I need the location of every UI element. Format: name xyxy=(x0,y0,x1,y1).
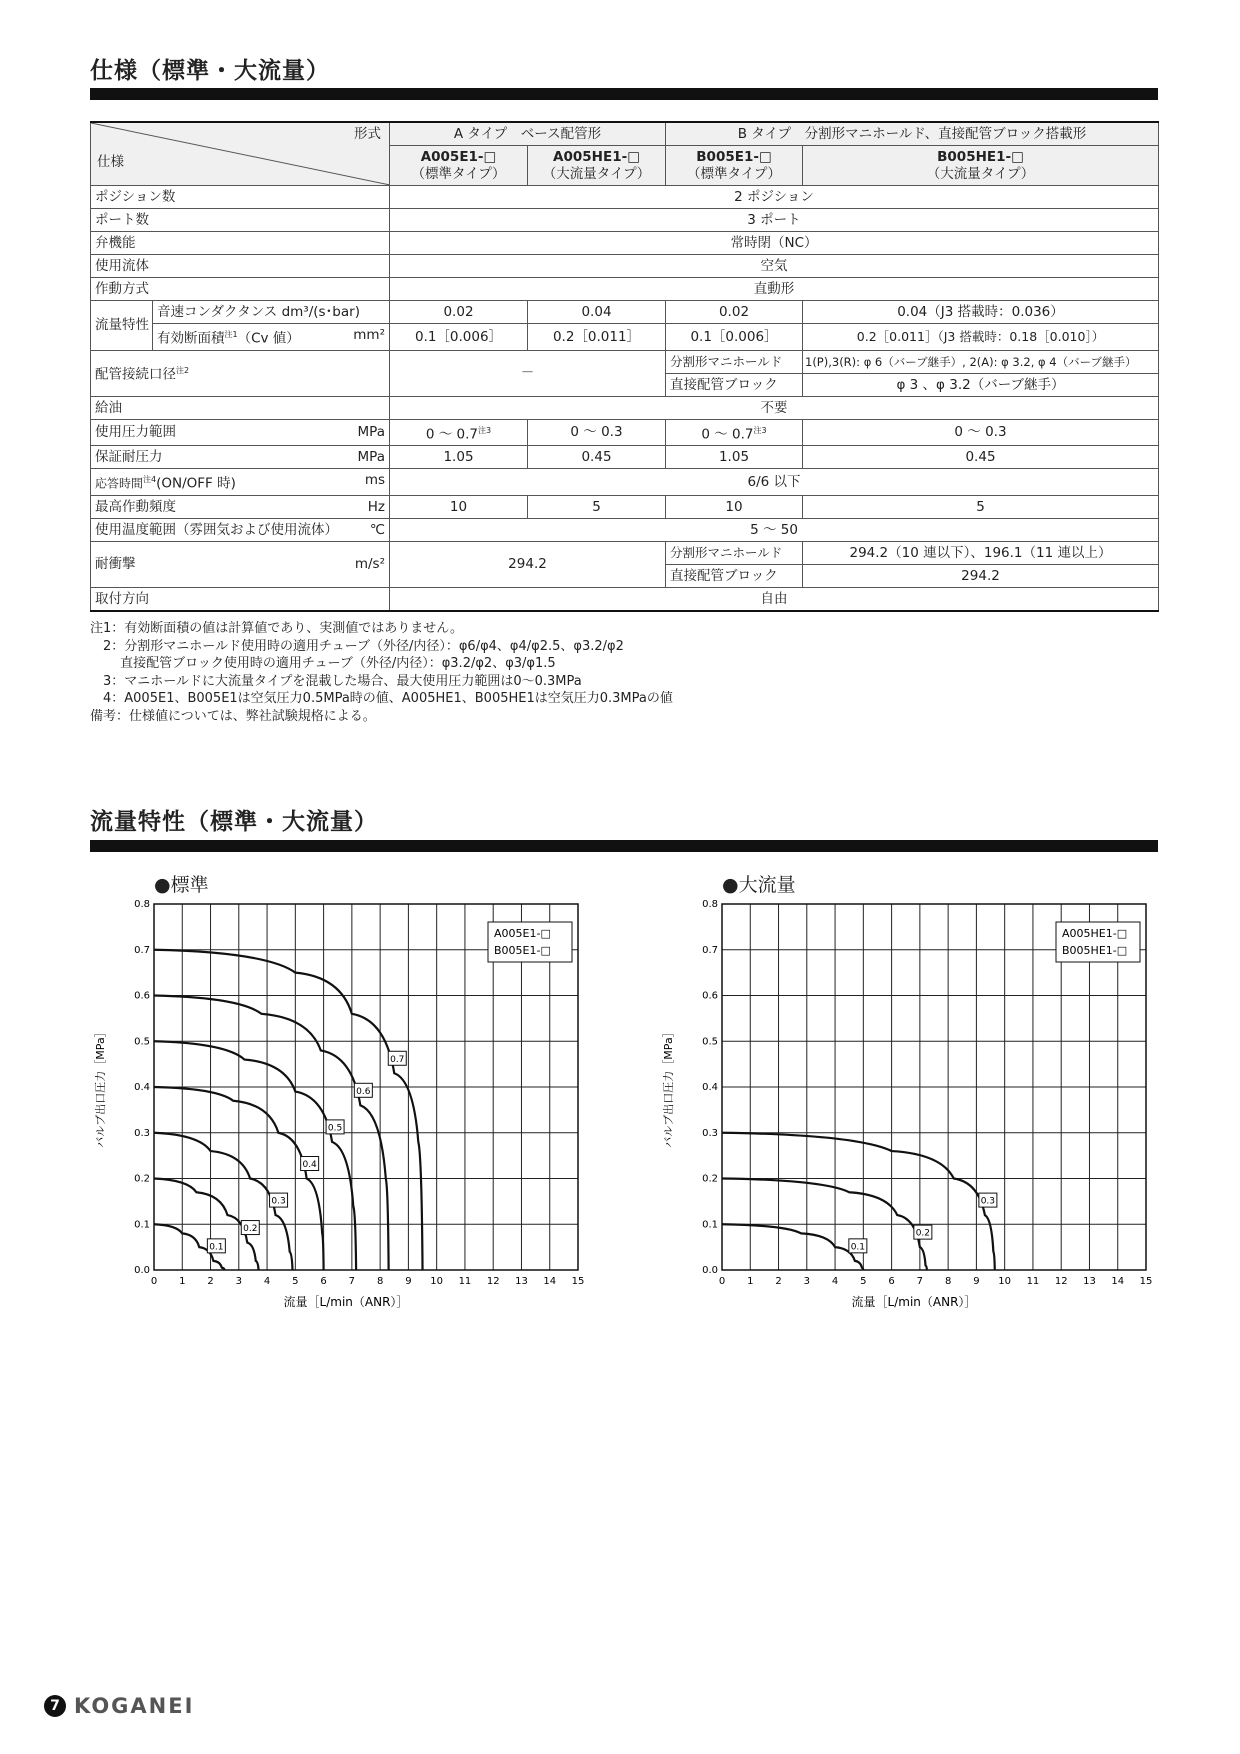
temperature-label: 使用温度範囲（雰囲気および使用流体） xyxy=(95,521,338,538)
notes xyxy=(90,620,673,725)
x-tick-label: 5 xyxy=(292,1276,299,1287)
header-type-b: B タイプ 分割形マニホールド、直接配管ブロック搭載形 xyxy=(666,122,1159,146)
manifold-value: 294.2（10 連以下）、196.1（11 連以上） xyxy=(803,541,1159,564)
y-tick-label: 0.0 xyxy=(134,1265,150,1276)
row-value: 0.45 xyxy=(803,446,1159,469)
unit: Hz xyxy=(367,498,385,515)
row-label: 弁機能 xyxy=(91,232,390,255)
row-value: 自由 xyxy=(390,587,1159,611)
row-label xyxy=(91,518,390,541)
value: 0 ～ 0.7 xyxy=(701,426,754,442)
row-value: 0.02 xyxy=(390,301,528,324)
y-tick-label: 0.7 xyxy=(134,944,150,956)
row-value: 0.2［0.011］（J3 搭載時：0.18［0.010］） xyxy=(803,324,1159,351)
series-label: 0.6 xyxy=(356,1086,371,1097)
response-label: 応答時間 xyxy=(95,476,144,491)
note: 注3 xyxy=(753,425,767,435)
x-tick-label: 7 xyxy=(916,1276,924,1287)
block-label: 直接配管ブロック xyxy=(666,373,803,396)
x-tick-label: 15 xyxy=(1139,1276,1153,1287)
series-label: 0.1 xyxy=(209,1242,224,1253)
row-label xyxy=(91,446,390,469)
row-flow-area xyxy=(91,324,1159,351)
series-label: 0.4 xyxy=(302,1160,317,1170)
row-value: 0.1［0.006］ xyxy=(390,324,528,351)
proof-pressure-label: 保証耐圧力 xyxy=(95,449,163,465)
x-tick-label: 14 xyxy=(543,1276,557,1287)
manifold-label: 分割形マニホールド xyxy=(666,350,803,373)
x-tick-label: 11 xyxy=(1026,1276,1040,1287)
model-name: B005HE1-□ xyxy=(937,148,1024,165)
y-tick-label: 0.0 xyxy=(702,1265,718,1276)
shock-label: 耐衝撃 xyxy=(95,556,136,572)
model-name: A005HE1-□ xyxy=(553,148,640,165)
row-label: ポジション数 xyxy=(91,186,390,209)
block-label: 直接配管ブロック xyxy=(666,564,803,587)
y-axis-label: バルブ出口圧力［MPa］ xyxy=(94,1026,107,1148)
manifold-label: 分割形マニホールド xyxy=(666,541,803,564)
page-number: 7 xyxy=(44,1695,66,1717)
x-tick-label: 6 xyxy=(320,1276,327,1287)
unit: m/s² xyxy=(354,556,385,572)
x-tick-label: 13 xyxy=(515,1276,528,1287)
x-axis-label: 流量［L/min（ANR）］ xyxy=(283,1295,409,1309)
x-tick-label: 4 xyxy=(831,1276,839,1287)
series-label: 0.5 xyxy=(327,1123,343,1134)
flow-section-title: 流量特性（標準・大流量） xyxy=(90,809,378,835)
response-note: 注4 xyxy=(143,475,157,484)
x-tick-label: 0 xyxy=(718,1276,726,1287)
unit: MPa xyxy=(357,424,385,441)
row-operation xyxy=(91,278,1159,301)
block-value: φ 3 、φ 3.2（バーブ継手） xyxy=(803,373,1159,396)
row-proof-pressure xyxy=(91,446,1159,469)
row-value: 5 xyxy=(528,495,666,518)
x-tick-label: 11 xyxy=(458,1276,472,1287)
x-tick-label: 1 xyxy=(747,1276,754,1287)
y-tick-label: 0.6 xyxy=(702,990,718,1002)
row-value: 0.2［0.011］ xyxy=(528,324,666,351)
note-line: 3：マニホールドに大流量タイプを混載した場合、最大使用圧力範囲は0～0.3MPa xyxy=(90,673,582,689)
row-mounting xyxy=(91,587,1159,611)
note-line: 4：A005E1、B005E1は空気圧力0.5MPa時の値、A005HE1、B005HE1は空気圧力0.3MPaの値 xyxy=(90,691,673,706)
x-tick-label: 5 xyxy=(860,1276,867,1287)
note: 注3 xyxy=(478,425,492,435)
x-tick-label: 9 xyxy=(405,1276,412,1287)
x-tick-label: 10 xyxy=(998,1276,1012,1287)
row-label: 流量特性 xyxy=(91,301,153,351)
row-value: 直動形 xyxy=(390,278,1159,301)
row-label xyxy=(91,469,390,496)
flow-section-bar xyxy=(90,840,1158,852)
y-tick-label: 0.2 xyxy=(134,1173,150,1185)
y-tick-label: 0.1 xyxy=(134,1219,150,1231)
spec-section-title: 仕様（標準・大流量） xyxy=(90,58,330,84)
row-temperature xyxy=(91,518,1159,541)
model-name: A005E1-□ xyxy=(420,148,497,165)
x-tick-label: 7 xyxy=(348,1276,356,1287)
y-axis-label: バルブ出口圧力［MPa］ xyxy=(662,1026,675,1148)
y-tick-label: 0.3 xyxy=(134,1127,150,1139)
row-position xyxy=(91,186,1159,209)
x-tick-label: 1 xyxy=(179,1276,186,1287)
y-tick-label: 0.8 xyxy=(134,899,150,910)
x-tick-label: 3 xyxy=(803,1276,810,1287)
x-tick-label: 8 xyxy=(376,1276,384,1287)
model-name: B005E1-□ xyxy=(696,148,772,165)
row-value: 5 xyxy=(803,495,1159,518)
note-line: 備考：仕様値については、弊社試験規格による。 xyxy=(90,708,376,724)
header-keishiki: 形式 xyxy=(354,126,381,142)
x-tick-label: 10 xyxy=(430,1276,444,1287)
row-value: 常時閉（NC） xyxy=(390,232,1159,255)
legend-entry: B005HE1-□ xyxy=(1062,944,1128,957)
piping-note: 注2 xyxy=(176,366,190,376)
plot-area xyxy=(93,899,584,1309)
row-value: 0.04 xyxy=(528,301,666,324)
chart-title-standard: ●標準 xyxy=(154,874,209,896)
row-label: ポート数 xyxy=(91,209,390,232)
header-type-a: A タイプ ベース配管形 xyxy=(390,122,666,146)
response-label2: (ON/OFF 時) xyxy=(156,475,236,492)
row-port xyxy=(91,209,1159,232)
x-tick-label: 2 xyxy=(207,1276,214,1287)
series-line xyxy=(722,1224,866,1270)
model-sub: （標準タイプ） xyxy=(411,165,506,182)
unit: ms xyxy=(364,472,385,488)
diagonal-line xyxy=(91,123,390,185)
row-value: 0 ～ 0.3 xyxy=(528,419,666,446)
frequency-label: 最高作動頻度 xyxy=(95,498,176,515)
plot-area xyxy=(661,899,1152,1309)
x-tick-label: 12 xyxy=(486,1276,500,1287)
y-tick-label: 0.5 xyxy=(702,1036,718,1048)
x-tick-label: 0 xyxy=(150,1276,158,1287)
row-label: 使用流体 xyxy=(91,255,390,278)
model-cell xyxy=(666,146,803,186)
model-sub: （標準タイプ） xyxy=(687,165,781,182)
y-tick-label: 0.6 xyxy=(134,990,150,1002)
note-line: 2：分割形マニホールド使用時の適用チューブ（外径/内径）：φ6/φ4、φ4/φ2.5、φ3.2/φ2 xyxy=(90,638,624,654)
model-cell xyxy=(390,146,528,186)
area-unit: mm² xyxy=(353,327,385,343)
x-tick-label: 13 xyxy=(1083,1276,1096,1287)
row-value: 0.02 xyxy=(666,301,803,324)
model-cell xyxy=(803,146,1159,186)
note-line: 直接配管ブロック使用時の適用チューブ（外径/内径）：φ3.2/φ2、φ3/φ1.5 xyxy=(90,656,556,671)
series-label: 0.2 xyxy=(915,1228,931,1239)
row-response xyxy=(91,469,1159,496)
block-value: 294.2 xyxy=(803,564,1159,587)
y-tick-label: 0.4 xyxy=(134,1082,150,1093)
x-tick-label: 4 xyxy=(263,1276,271,1287)
row-label xyxy=(91,541,390,587)
row-value: 0.1［0.006］ xyxy=(666,324,803,351)
x-tick-label: 2 xyxy=(775,1276,782,1287)
legend-entry: A005E1-□ xyxy=(494,927,551,940)
row-value: 3 ポート xyxy=(390,209,1159,232)
header-shiyou: 仕様 xyxy=(97,154,124,170)
row-value: 10 xyxy=(666,495,803,518)
series-label: 0.3 xyxy=(271,1196,286,1207)
footer-logo xyxy=(44,1694,194,1718)
model-sub: （大流量タイプ） xyxy=(542,165,651,182)
row-label: 給油 xyxy=(91,396,390,419)
x-tick-label: 6 xyxy=(888,1276,895,1287)
area-label-cell xyxy=(153,324,390,351)
area-note: 注1 xyxy=(224,330,238,339)
unit: MPa xyxy=(357,449,385,465)
row-value: 不要 xyxy=(390,396,1159,419)
row-value: 0.04（J3 搭載時：0.036） xyxy=(803,301,1159,324)
chart-standard xyxy=(90,890,600,1320)
series-label: 0.1 xyxy=(850,1242,866,1253)
y-tick-label: 0.1 xyxy=(702,1219,718,1231)
row-value: 1.05 xyxy=(390,446,528,469)
y-tick-label: 0.3 xyxy=(702,1127,718,1139)
row-piping-manifold xyxy=(91,350,1159,373)
row-fluid xyxy=(91,255,1159,278)
row-flow-conductance xyxy=(91,301,1159,324)
row-value: － xyxy=(390,350,666,396)
series-label: 0.7 xyxy=(390,1054,405,1065)
area-label: 有効断面積 xyxy=(157,330,225,347)
spec-table xyxy=(90,121,1159,612)
row-value: 6/6 以下 xyxy=(390,469,1159,496)
series-label: 0.3 xyxy=(980,1196,996,1207)
unit: ℃ xyxy=(369,521,385,538)
row-lubrication xyxy=(91,396,1159,419)
y-tick-label: 0.7 xyxy=(702,944,718,956)
header-diagonal-cell xyxy=(91,122,390,186)
row-value: 空気 xyxy=(390,255,1159,278)
y-tick-label: 0.8 xyxy=(702,899,718,910)
x-tick-label: 14 xyxy=(1111,1276,1125,1287)
row-label: 作動方式 xyxy=(91,278,390,301)
row-shock-manifold xyxy=(91,541,1159,564)
y-tick-label: 0.4 xyxy=(702,1082,718,1093)
row-frequency xyxy=(91,495,1159,518)
x-axis-label: 流量［L/min（ANR）］ xyxy=(851,1295,977,1309)
row-pressure-range xyxy=(91,419,1159,446)
row-value: 0.45 xyxy=(528,446,666,469)
conductance-label: 音速コンダクタンス dm³/(s･bar) xyxy=(153,301,390,324)
pressure-range-label: 使用圧力範囲 xyxy=(95,424,176,441)
row-label xyxy=(91,350,390,396)
series-line xyxy=(154,1041,356,1270)
x-tick-label: 3 xyxy=(235,1276,242,1287)
legend-entry: A005HE1-□ xyxy=(1062,927,1128,940)
row-value: 5 ～ 50 xyxy=(390,518,1159,541)
brand-name: KOGANEI xyxy=(74,1694,195,1718)
series-label: 0.2 xyxy=(243,1224,258,1235)
row-value: 2 ポジション xyxy=(390,186,1159,209)
piping-label: 配管接続口径 xyxy=(95,366,176,383)
row-value: 1.05 xyxy=(666,446,803,469)
row-valve-function xyxy=(91,232,1159,255)
value: 0 ～ 0.7 xyxy=(425,426,479,442)
row-value: 294.2 xyxy=(390,541,666,587)
row-value xyxy=(666,419,803,446)
chart-title-high-flow: ●大流量 xyxy=(722,874,796,896)
chart-high-flow xyxy=(658,890,1168,1320)
y-tick-label: 0.5 xyxy=(134,1036,150,1048)
x-tick-label: 9 xyxy=(973,1276,980,1287)
manifold-value: 1(P),3(R): φ 6（バーブ継手）, 2(A): φ 3.2, φ 4（バーブ継手） xyxy=(803,350,1159,373)
row-value: 10 xyxy=(390,495,528,518)
row-label xyxy=(91,419,390,446)
row-label: 取付方向 xyxy=(91,587,390,611)
y-tick-label: 0.2 xyxy=(702,1173,718,1185)
row-value xyxy=(390,419,528,446)
row-value: 0 ～ 0.3 xyxy=(803,419,1159,446)
note-line: 注1：有効断面積の値は計算値であり、実測値ではありません。 xyxy=(90,621,464,636)
spec-section-bar xyxy=(90,88,1158,100)
legend-entry: B005E1-□ xyxy=(494,944,551,957)
model-cell xyxy=(528,146,666,186)
row-label xyxy=(91,495,390,518)
area-label2: （Cv 値） xyxy=(237,330,300,347)
x-tick-label: 12 xyxy=(1054,1276,1068,1287)
model-sub: （大流量タイプ） xyxy=(926,165,1035,182)
x-tick-label: 8 xyxy=(944,1276,952,1287)
x-tick-label: 15 xyxy=(571,1276,585,1287)
